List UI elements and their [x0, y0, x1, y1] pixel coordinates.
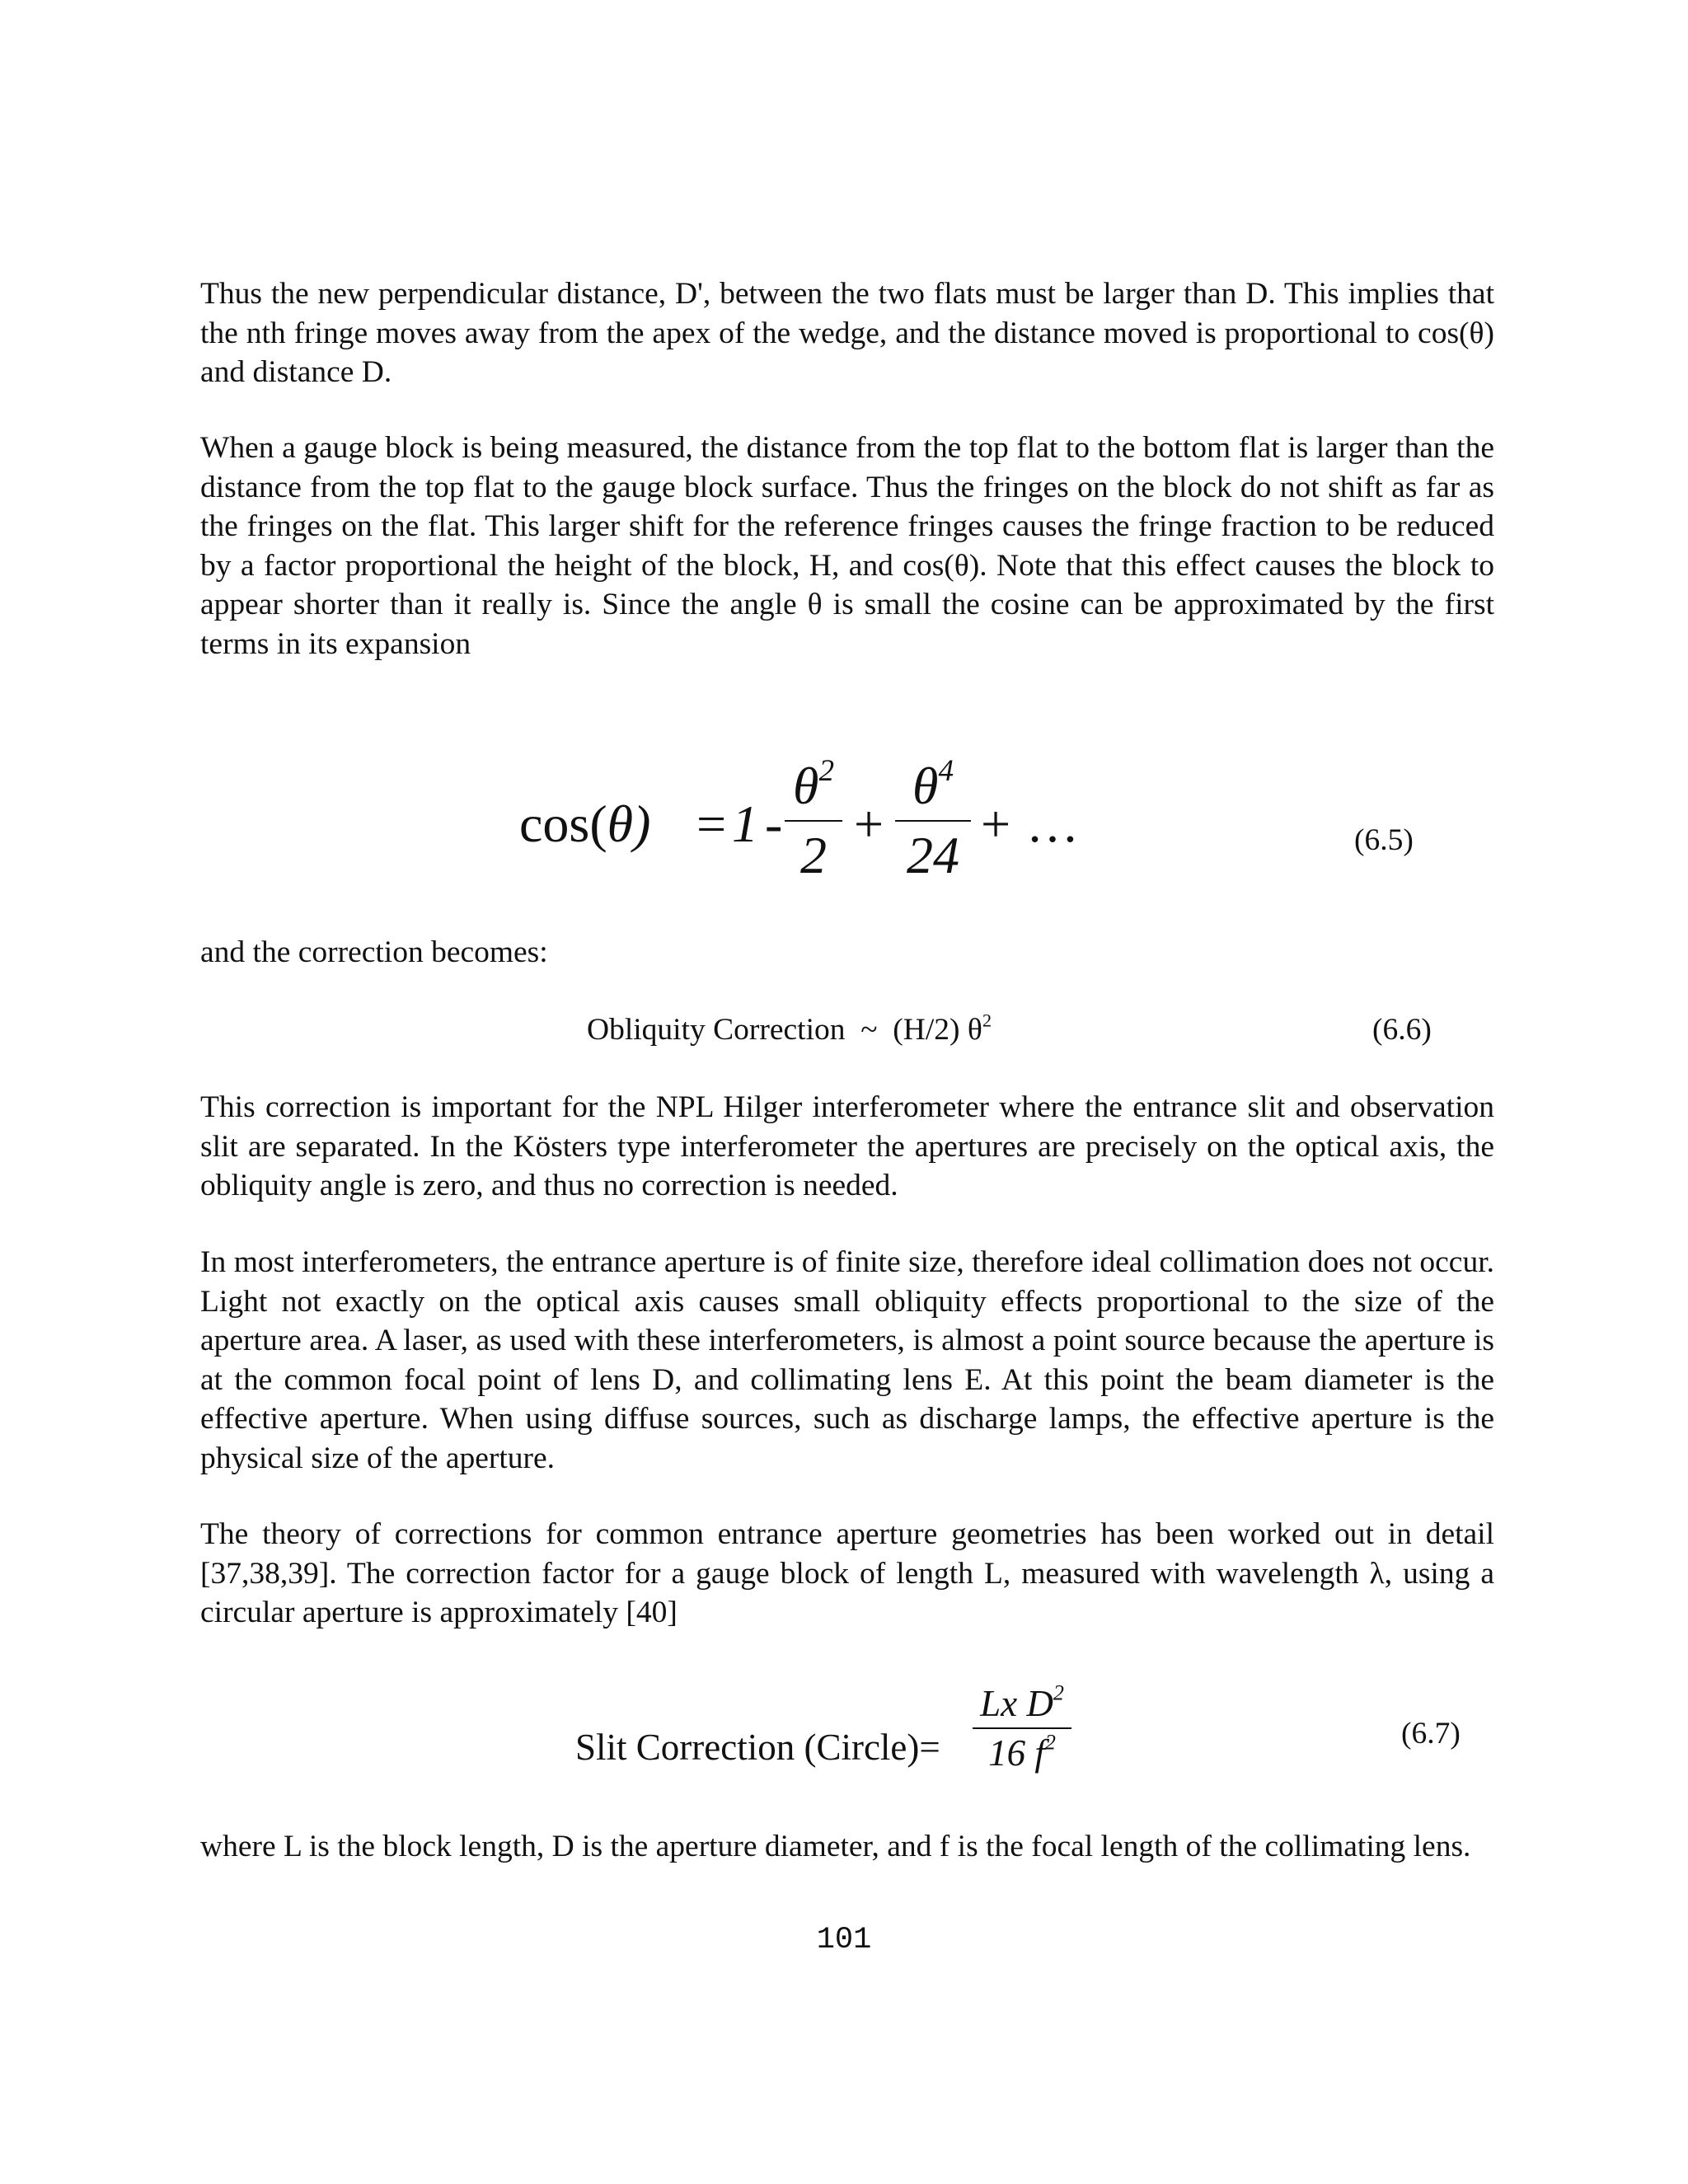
- paragraph-npl-hilger: This correction is important for the NPL Hilger interferometer where the entrance slit and observation slit are separated. In the Kösters type interferometer the apertures are precisely on the optical axis, the obliquity angle is zero, and thus no correction is needed.: [200, 1090, 1494, 1202]
- eq65-equals: =: [696, 794, 727, 853]
- equation-6-7: [575, 1681, 1103, 1821]
- eq66-expression: (H/2) θ: [893, 1013, 982, 1047]
- equation-6-5: [519, 742, 1146, 907]
- eq65-lhs: cos(θ): [519, 794, 651, 853]
- page-number: 101: [816, 1923, 872, 1957]
- eq65-one: 1: [732, 794, 758, 853]
- eq65-minus: -: [765, 794, 783, 853]
- eq65-plus-1: +: [854, 794, 884, 853]
- paragraph-entrance-aperture: In most interferometers, the entrance aperture is of finite size, therefore ideal collimation does not occur. Light not exactly on the optical axis causes small obliquity effects proportional to the size of the aperture area. A laser, as used with these interferometers, is almost a point source because the aperture is at the common focal point of lens D, and collimating lens E. At this point the beam diameter is the effective aperture. When using diffuse sources, such as discharge lamps, the effective aperture is the physical size of the aperture.: [200, 1245, 1494, 1475]
- equation-number-6-7: (6.7): [1401, 1717, 1461, 1750]
- paragraph-perpendicular-distance: Thus the new perpendicular distance, D', between the two flats must be larger than D. This implies that the nth fringe moves away from the apex of the wedge, and the distance moved is proportional to cos(θ) and distance D.: [200, 277, 1494, 389]
- equation-number-6-6: (6.6): [1372, 1013, 1432, 1047]
- paragraph-correction-becomes: and the correction becomes:: [200, 935, 548, 969]
- eq67-lhs: Slit Correction (Circle)=: [575, 1727, 940, 1768]
- eq67-fraction: Lx $D^2$ 16 $f^2$: [973, 1681, 1071, 1775]
- paragraph-theory-of-corrections: The theory of corrections for common entrance aperture geometries has been worked out in detail [37,38,39]. The correction factor for a gauge block of length L, measured with wavelength λ, using a circular aperture is approximately [40]: [200, 1517, 1494, 1629]
- eq65-fraction-theta-squared: $\theta^2$ 2: [785, 755, 842, 887]
- eq66-exponent: 2: [982, 1010, 992, 1031]
- eq66-tilde: ~: [860, 1013, 878, 1047]
- eq65-plus-2: +: [981, 794, 1011, 853]
- paragraph-where-l-is-block-length: where L is the block length, D is the aperture diameter, and f is the focal length of the collimating lens.: [200, 1830, 1471, 1863]
- equation-6-6: [587, 1010, 992, 1050]
- eq66-label: Obliquity Correction: [587, 1013, 846, 1047]
- equation-number-6-5: (6.5): [1354, 823, 1414, 857]
- paragraph-gauge-block-measurement: When a gauge block is being measured, the distance from the top flat to the bottom flat is larger than the distance from the top flat to the gauge block surface. Thus the fringes on the block do not shift as far as the fringes on the flat. This larger shift for the reference fringes causes the fringe fraction to be reduced by a factor proportional the height of the block, H, and cos(θ). Note that this effect causes the block to appear shorter than it really is. Since the angle θ is small the cosine can be approximated by the first terms in its expansion: [200, 431, 1494, 661]
- eq65-ellipsis: …: [1026, 794, 1079, 853]
- eq65-fraction-theta-fourth: $\theta^4$ 24: [895, 755, 971, 887]
